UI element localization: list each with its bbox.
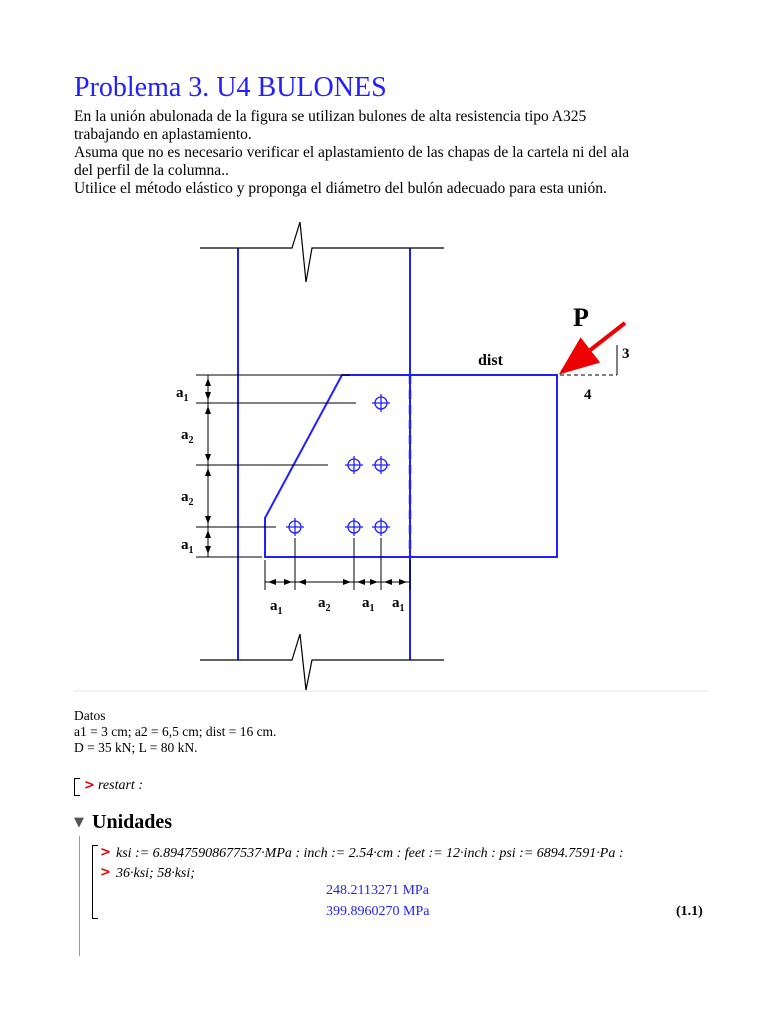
- section-title[interactable]: Unidades: [92, 811, 173, 833]
- datos-line: D = 35 kN; L = 80 kN.: [74, 740, 198, 755]
- page-title: Problema 3. U4 BULONES: [74, 72, 387, 103]
- bolt-icon: [372, 456, 390, 474]
- intro-line: del perfil de la columna..: [74, 162, 229, 179]
- bolted-connection-figure: [0, 210, 768, 700]
- slope-vertical-label: 3: [622, 346, 630, 362]
- dim-label-a2: $a_2$: [181, 489, 194, 508]
- dim-label-a2: $a_2$: [181, 427, 194, 446]
- datos-heading: Datos: [74, 708, 106, 723]
- bolt-icon: [286, 518, 304, 536]
- execution-group-bracket[interactable]: [74, 778, 80, 796]
- load-arrow: [562, 323, 625, 372]
- bolt-icon: [345, 518, 363, 536]
- dist-label: dist: [478, 352, 503, 369]
- slope-horizontal-label: 4: [584, 387, 592, 403]
- maple-prompt: >: [100, 845, 111, 860]
- intro-line: Utilice el método elástico y proponga el diámetro del bulón adecuado para esta unión.: [74, 180, 607, 197]
- bolt-icon: [372, 394, 390, 412]
- section-rule: [79, 836, 80, 956]
- execution-group-bracket[interactable]: [92, 845, 98, 919]
- equation-label: (1.1): [676, 904, 703, 919]
- maple-prompt: >: [100, 865, 111, 880]
- output-value: 248.2113271 MPa: [326, 883, 429, 898]
- dim-label-a1: $a_1$: [392, 595, 405, 614]
- output-value: 399.8960270 MPa: [326, 904, 430, 919]
- problem-statement: [74, 108, 714, 198]
- maple-prompt: >: [84, 778, 95, 793]
- dim-label-a1: $a_1$: [270, 598, 283, 617]
- dim-label-a1: $a_1$: [181, 537, 194, 556]
- intro-line: trabajando en aplastamiento.: [74, 126, 252, 143]
- horizontal-dimension-lines: [265, 538, 410, 590]
- bolt-icon: [345, 456, 363, 474]
- eval-command[interactable]: 36·ksi; 58·ksi;: [116, 866, 195, 881]
- break-line-bottom: [200, 634, 444, 690]
- load-label: P: [573, 303, 589, 332]
- datos-block: [74, 708, 276, 756]
- restart-command[interactable]: restart :: [98, 778, 143, 793]
- intro-line: Asuma que no es necesario verificar el aplastamiento de las chapas de la cartela ni del ala: [74, 144, 630, 161]
- dim-label-a1: $a_1$: [176, 385, 189, 404]
- break-line-top: [200, 222, 444, 282]
- dim-label-a1: $a_1$: [362, 595, 375, 614]
- section-collapse-icon[interactable]: ▼: [74, 815, 84, 830]
- units-command[interactable]: ksi := 6.89475908677537·MPa : inch := 2.54·cm : feet := 12·inch : psi := 6894.7591·Pa :: [116, 846, 624, 861]
- dim-label-a2: $a_2$: [318, 595, 331, 614]
- bolt-icon: [372, 518, 390, 536]
- vertical-dimension-lines: [196, 375, 356, 557]
- intro-line: En la unión abulonada de la figura se utilizan bulones de alta resistencia tipo A325: [74, 108, 587, 125]
- datos-line: a1 = 3 cm; a2 = 6,5 cm; dist = 16 cm.: [74, 724, 277, 739]
